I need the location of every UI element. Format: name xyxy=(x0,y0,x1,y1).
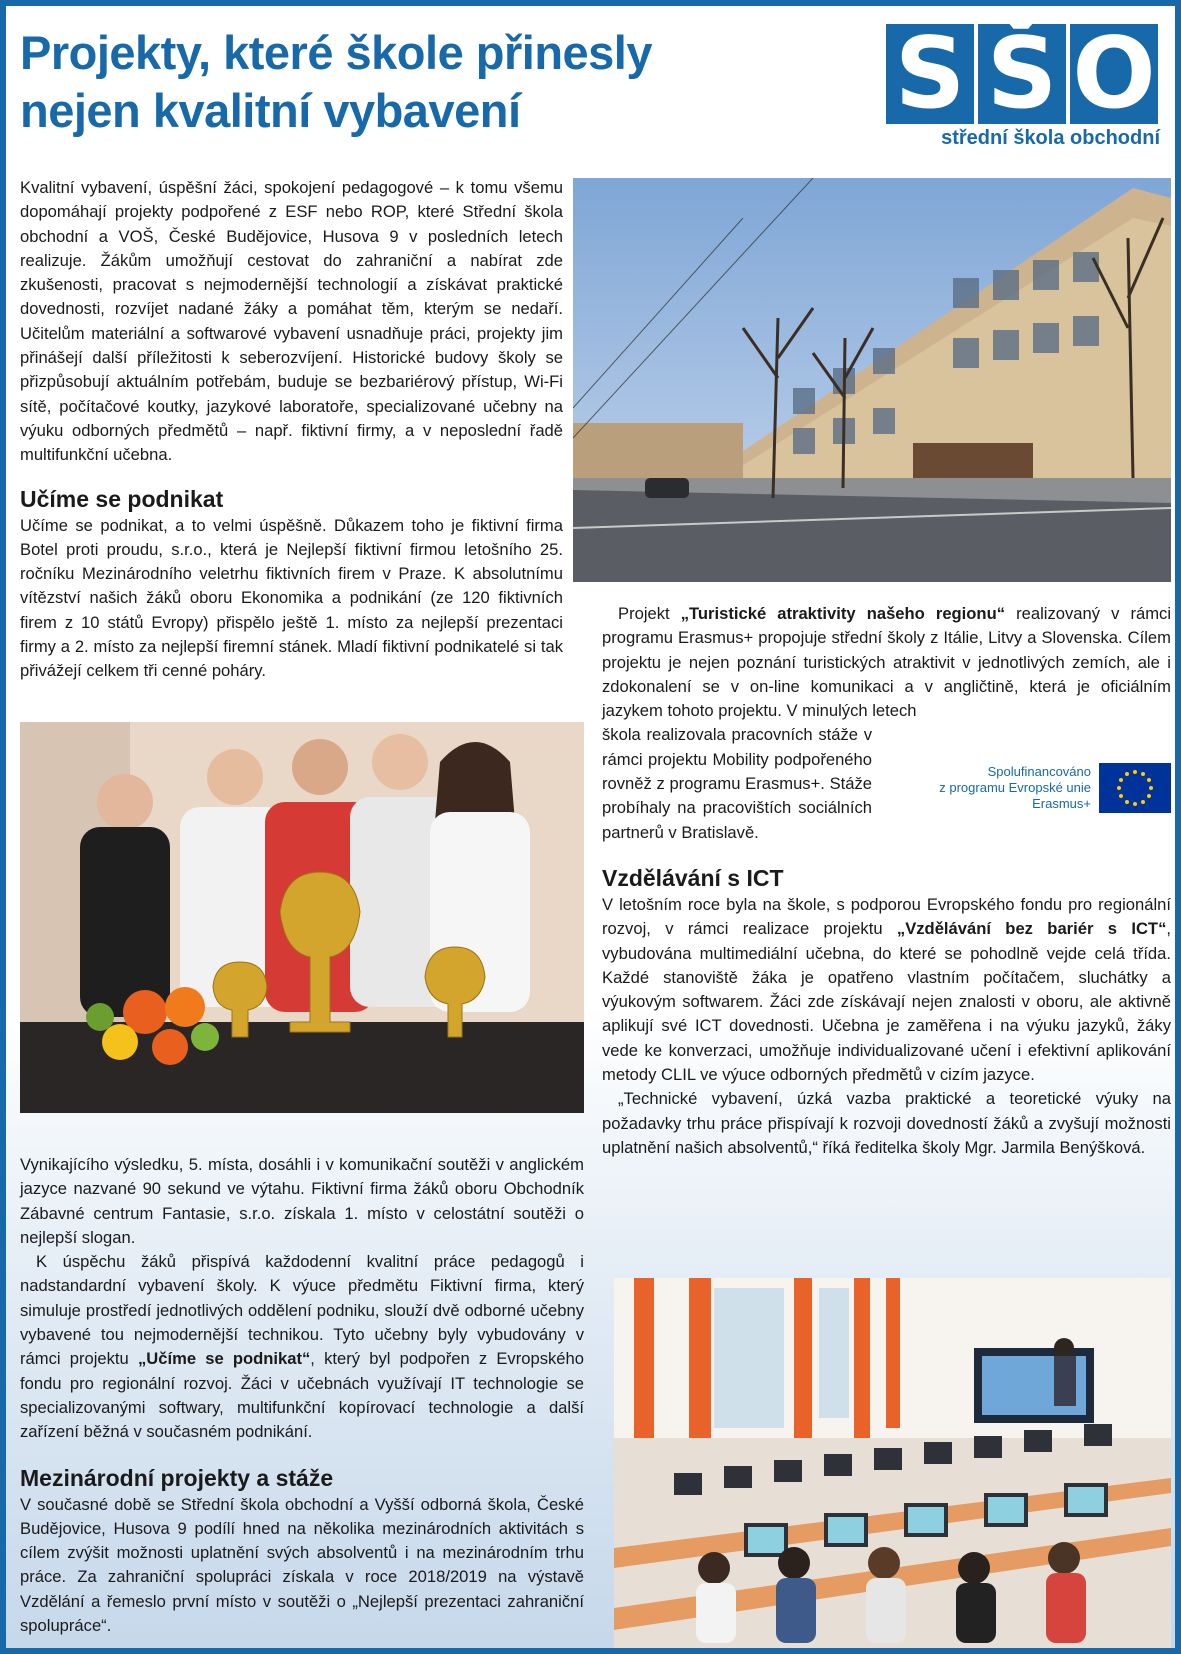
eu-flag-icon xyxy=(1099,763,1171,813)
equipment-text-2: , který byl podpořen z Evropského fondu pro regionální rozvoj. Žáci v učebnách využívají IT technologie se specializovanými softwary, multifunkční kopírovací technologie a další zařízení běžná v současném podnikání. xyxy=(20,1349,584,1442)
erasmus-row xyxy=(602,723,1171,844)
logo-letters xyxy=(886,17,1160,131)
eu-line-1: Spolufinancováno xyxy=(987,764,1091,780)
title-line-1: Projekty, které škole přinesly xyxy=(20,26,653,79)
ict-text-2: , vybudována multimediální učebna, do které se pohodlně vejde celá třída. Každé stanoviště žáka je opatřeno vlastním počítačem, sluchátky a výukovým softwarem. Žáci zde získávají nejen znalosti v oboru, ale aktivně aplikují své ICT dovednosti. Učebna je zaměřena i na výuku jazyků, žáky vede ke konverzaci, umožňuje individualizované učení i efektivní aplikování metody CLIL ve výuce odborných předmětů v cizím jazyce. xyxy=(602,919,1171,1085)
school-logo xyxy=(886,17,1160,159)
erasmus-mobility-paragraph: škola realizovala pracovních stáže v rámci projektu Mobility podpořeného rovněž z programu Erasmus+. Stáže probíhaly na pracovištích sociálních partnerů v Bratislavě. xyxy=(602,725,872,842)
logo-letter-s-caron: Š xyxy=(978,24,1066,124)
intro-paragraph: Kvalitní vybavení, úspěšní žáci, spokojení pedagogové – k tomu všemu dopomáhají projekty podpořené z ESF nebo ROP, které Střední škola obchodní a VOŠ, České Budějovice, Husova 9 v posledních letech realizuje. Žákům umožňují cestovat do zahraniční a nabírat zde zkušenosti, pracovat s nejmodernější technologií a získávat praktické dovednosti, rozvíjet nadané žáky a pomáhat těm, kterým se nedaří. Učitelům materiální a softwarové vybavení usnadňuje práci, projekty jim přinášejí další příležitosti k seberozvíjení. Historické budovy školy se přizpůsobují aktuálním potřebám, buduje se bezbariérový přístup, Wi-Fi sítě, počítačové koutky, jazykové laboratoře, specializované učebny na výuku odborných předmětů – např. fiktivní firmy, a v neposlední řadě multifunkční učebna. xyxy=(20,178,563,465)
erasmus-paragraph xyxy=(602,602,1171,723)
classroom-photo xyxy=(614,1278,1171,1654)
ict-text-1: V letošním roce byla na škole, s podporou Evropského fondu pro regionální rozvoj, v rámci realizace projektu xyxy=(602,894,1171,939)
article-title xyxy=(20,24,850,140)
classroom-illustration xyxy=(614,1278,1171,1654)
eu-cofinanced-text xyxy=(939,764,1091,812)
podnikat-paragraph: Učíme se podnikat, a to velmi úspěšně. Důkazem toho je fiktivní firma Botel proti proudu, s.r.o., která je Nejlepší fiktivní firmou letošního 25. ročníku Mezinárodního veletrhu fiktivních firem v Praze. K absolutnímu vítězství našich žáků oboru Ekonomika a podnikání (ze 120 fiktivních firem z 10 států Evropy) přispělo ještě 1. místo za nejlepší prezentaci firmy a 2. místo za nejlepší firemní stánek. Mladí fiktivní podnikatelé si tak přivážejí celkem tři cenné poháry. xyxy=(20,515,563,681)
equipment-project-name: „Učíme se podnikat“ xyxy=(137,1349,311,1369)
director-quote-paragraph: „Technické vybavení, úzká vazba praktické a teoretické výuky na požadavky trhu práce přispívají k rozvoji dovedností žáků a zvyšují možnosti uplatnění našich absolventů,“ říká ředitelka školy Mgr. Jarmila Benýšková. xyxy=(602,1089,1171,1157)
title-line-2: nejen kvalitní vybavení xyxy=(20,84,521,137)
left-column-top xyxy=(20,176,563,684)
eu-cofinanced-badge xyxy=(939,763,1171,813)
heading-ict: Vzdělávání s ICT xyxy=(602,864,784,891)
eu-line-2: z programu Evropské unie xyxy=(939,780,1091,796)
heading-international: Mezinárodní projekty a stáže xyxy=(20,1464,334,1491)
equipment-paragraph xyxy=(20,1250,584,1444)
building-illustration xyxy=(573,178,1171,582)
right-column xyxy=(602,602,1171,1160)
equipment-text-1: K úspěchu žáků přispívá každodenní kvalitní práce pedagogů i nadstandardní vybavení školy. K výuce předmětu Fiktivní firma, který simuluje prostředí jednotlivých oddělení podniku, slouží dvě odborné učebny vybavené tou nejmodernější technikou. Tyto učebny byly vybudovány v rámci projektu xyxy=(20,1252,584,1369)
logo-letter-s: S xyxy=(886,24,974,124)
eu-line-3: Erasmus+ xyxy=(1032,796,1091,812)
ict-paragraph xyxy=(602,893,1171,1087)
left-column-bottom xyxy=(20,1153,584,1638)
trophy-illustration xyxy=(20,722,584,1113)
logo-letter-o: O xyxy=(1070,24,1158,124)
international-paragraph: V současné době se Střední škola obchodní a Vyšší odborná škola, České Budějovice, Husova 9 podílí hned na několika mezinárodních aktivitách s cílem zvýšit možnosti uplatnění svých absolventů i na mezinárodním trhu práce. Za zahraniční spolupráci získala v roce 2018/2019 na výstavě Vzdělání a řemeslo první místo v soutěži o „Nejlepší prezentaci zahraniční spolupráce“. xyxy=(20,1494,584,1636)
erasmus-text-2: realizovaný v rámci programu Erasmus+ propojuje střední školy z Itálie, Litvy a Slovenska. Cílem projektu je nejen poznání turistických atraktivit v jednotlivých zemích, ale i zdokonalení se v on-line komunikaci a v angličtině, která je oficiálním jazykem tohoto projektu. V minulých letech xyxy=(602,604,1172,721)
erasmus-project-name: „Turistické atraktivity našeho regionu“ xyxy=(680,604,1006,623)
results-paragraph: Vynikajícího výsledku, 5. místa, dosáhli i v komunikační soutěži v anglickém jazyce nazvané 90 sekund ve výtahu. Fiktivní firma žáků oboru Obchodník Zábavné centrum Fantasie, s.r.o. získala 1. místo v celostátní soutěži o nejlepší slogan. xyxy=(20,1155,584,1247)
school-building-photo xyxy=(573,178,1171,582)
logo-subtitle: střední škola obchodní xyxy=(941,127,1160,149)
heading-podnikat: Učíme se podnikat xyxy=(20,485,224,512)
ict-project-name: „Vzdělávání bez bariér s ICT“ xyxy=(896,919,1167,939)
erasmus-text-1: Projekt xyxy=(618,604,681,623)
trophy-students-photo xyxy=(20,722,584,1113)
